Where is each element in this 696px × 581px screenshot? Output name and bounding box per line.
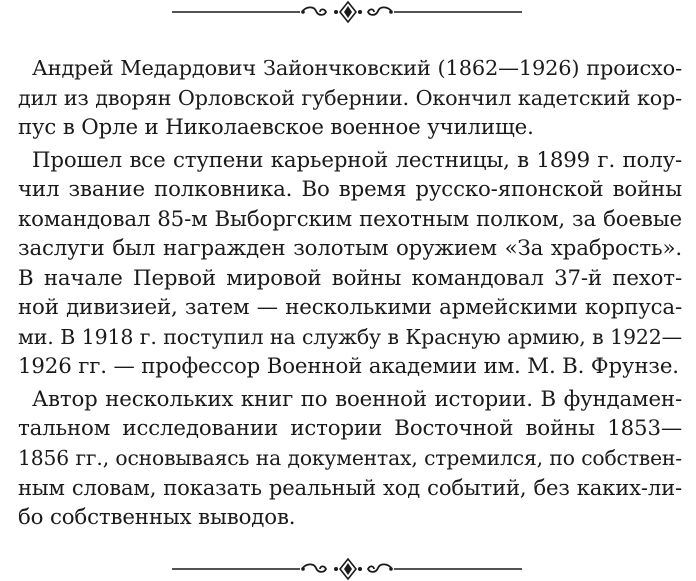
bottom-ornament	[0, 557, 696, 581]
text-line: бо собственных выводов.	[18, 504, 296, 530]
text-line: ми. В 1918 г. поступил на службу в Красную армию, в 1922—	[18, 324, 682, 349]
text-line: командовал 85-м Выборгским пехотным полком, за боевые	[18, 206, 682, 232]
flourish-icon	[0, 0, 696, 24]
text-line: дил из дворян Орловской губернии. Окончил кадетский кор-	[18, 85, 682, 110]
text-line: тальном исследовании истории Восточной войны 1853—	[18, 416, 682, 441]
text-line: пус в Орле и Николаевское военное училище.	[18, 115, 534, 140]
flourish-icon	[0, 557, 696, 581]
paragraph-2	[18, 146, 682, 382]
paragraph-3	[18, 385, 682, 533]
text-line: Андрей Медардович Зайончковский (1862—1926) происхо-	[32, 56, 682, 80]
text-line: 1926 гг. — профессор Военной академии им. М. В. Фрунзе.	[18, 354, 679, 379]
text-line: Прошел все ступени карьерной лестницы, в 1899 г. полу-	[32, 147, 682, 173]
text-line: 1856 гг., основываясь на документах, стремился, по собствен-	[18, 445, 682, 470]
biography-text	[18, 54, 682, 532]
text-line: заслуги был награжден золотым оружием «За храбрость».	[18, 236, 682, 261]
top-ornament	[0, 0, 696, 24]
text-line: чил звание полковника. Во время русско-японской войны	[18, 177, 682, 202]
text-line: В начале Первой мировой войны командовал 37-й пехот-	[18, 265, 682, 291]
paragraph-1	[18, 54, 682, 143]
text-line: Автор нескольких книг по военной истории. В фундамен-	[32, 386, 682, 412]
text-line: ной дивизией, затем — несколькими армейскими корпуса-	[18, 295, 682, 320]
text-line: ным словам, показать реальный ход событий, без каких-ли-	[18, 475, 682, 500]
